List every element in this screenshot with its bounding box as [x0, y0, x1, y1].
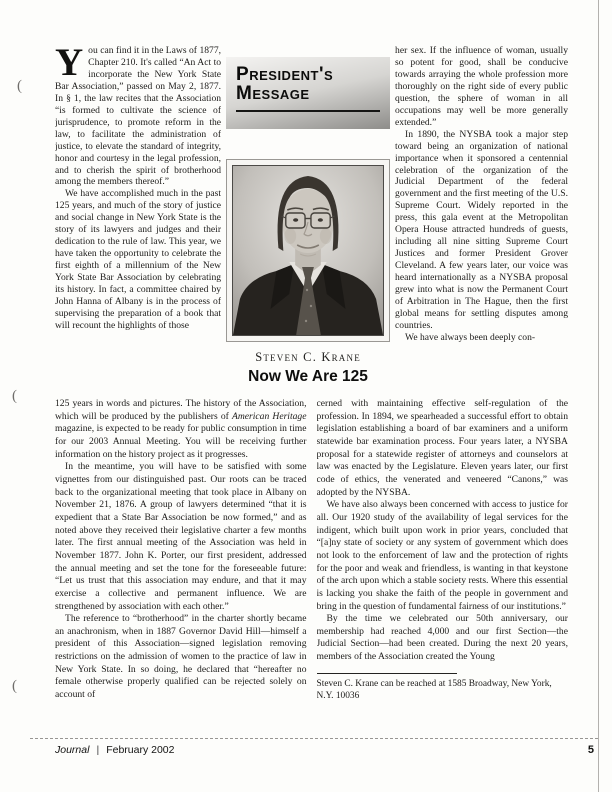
banner-title-line2: Message	[236, 83, 310, 104]
journal-name: Journal	[55, 744, 90, 756]
wide-column-right	[317, 398, 569, 736]
footnote-text: Steven C. Krane can be reached at 1585 Broadway, New York, N.Y. 10036	[316, 678, 552, 701]
paragraph: In the meantime, you will have to be satisfied with some vignettes from our distinguished past. Our roots can be traced back to the organizational meeting that took place in Albany on November 21, 1876. A group of lawyers determined “that it is expedient that a State Bar Association be now formed,” and as noted above they received their legislative charter a few months later. The first annual meeting of the Association was held in November 1877. John K. Porter, our first president, addressed the annual meeting and set the tone for the foreseeable future: “Let us trust that this association may endure, and that it may exercise a collective and permanent influence. We are strengthened by association with each other.”	[55, 461, 307, 612]
portrait-man-glasses-suit-icon	[233, 166, 383, 335]
paragraph: By the time we celebrated our 50th anniversary, our membership had reached 4,000 and our first Section—the Judicial Section—had been created. During the next 20 years, members of the Association created the Young	[316, 613, 568, 663]
bottom-two-column-section	[55, 398, 568, 736]
scan-edge-line	[598, 0, 599, 792]
paragraph: We have also always been concerned with access to justice for all. Our 1920 study of the availability of legal services for the indigent, which built upon work in prior years, concluded that “[a]ny state of society or any system of government which does not look to the enforcement of law and the protection of rights for the poor and weak and friendless, is wanting in that keystone of the arch upon which a stable society rests. Where this essential is lacking you shake the faith of the people in government and bring in the question of fundamental fairness of our institutions.”	[316, 499, 568, 612]
italic-magazine-title: American Heritage	[231, 410, 307, 422]
paragraph: The reference to “brotherhood” in the charter shortly became an anachronism, when in 1887 Governor David Hill—himself a president of this Association—signed legislation removing restrictions on the admission of women to the practice of law in New York State. In so doing, he declared that “hereafter no female otherwise properly qualified can be rejected solely on account of	[55, 613, 307, 701]
paragraph: We have accomplished much in the past 125 years, and much of the story of justice and social change in New York State is the story of its lawyers and judges and their dedication to the rule of law. This year, we have taken the opportunity to celebrate the first eighth of a millennium of the New York State Bar Association by celebrating its history. In fact, a committee chaired by John Hanna of Albany is in the process of supervising the preparation of a book that will recount the highlights of those	[55, 188, 222, 331]
wide-column-left	[55, 398, 307, 736]
scan-artifact-mark: (	[17, 78, 22, 94]
paragraph: In 1890, the NYSBA took a major step toward being an organization of national importance when it sponsored a centennial celebration of the organization of the Judicial Department of the federal government and the first meeting of the U.S. Supreme Court. Widely reported in the press, this gala event at the Metropolitan Opera House attracted hundreds of guests, including all nine sitting Supreme Court Justices and former President Grover Cleveland. A few years later, our voice was heard internationally as a NYSBA proposal grew into what is now the Permanent Court of Arbitration in The Hague, then the first global means for settling disputes among countries.	[395, 128, 568, 331]
paragraph	[55, 398, 307, 461]
article-headline: Now We Are 125	[248, 368, 368, 385]
portrait-image	[232, 165, 384, 336]
paragraph: We have always been deeply con-	[405, 331, 536, 343]
paragraph: cerned with maintaining effective self-regulation of the profession. In 1894, we spearheaded a successful effort to obtain legislation establishing a board of bar examiners and a uniform statewide bar examination process. Four years later, a NYSBA proposal for a statewide register of attorneys and counselors at law was enacted by the Legislature. Eleven years later, our first code of ethics, the venerated and veneered “Canons,” was adopted by the NYSBA.	[316, 398, 568, 498]
paragraph	[55, 45, 221, 188]
drop-cap: Y	[55, 45, 84, 84]
banner-underline	[236, 110, 380, 112]
paragraph: her sex. If the influence of woman, usually so potent for good, shall be conducive towards arraying the whole profession more thoroughly on the right side of every public question, the sphere of woman in all occupations may well be more generally extended.”	[395, 45, 568, 128]
footer-separator: |	[96, 744, 100, 756]
column-left-narrow	[55, 45, 221, 397]
footer-row	[30, 739, 598, 756]
page-number: 5	[587, 744, 594, 756]
photo-caption: Steven C. Krane	[255, 350, 361, 364]
paragraph-text: 125 years in words and pictures. The history of the Association, which will be produced by the publishers of	[55, 398, 307, 422]
scan-artifact-mark: (	[12, 678, 17, 694]
presidents-message-banner	[226, 57, 390, 129]
president-portrait-photo	[226, 159, 390, 342]
footnote-rule	[317, 673, 457, 674]
issue-date: February 2002	[106, 744, 175, 756]
banner-title-line1: President's	[236, 64, 334, 85]
scan-artifact-mark: (	[12, 388, 17, 404]
top-three-column-section	[55, 45, 568, 397]
paragraph-text: ou can find it in the Laws of 1877, Chapter 210. It's called “An Act to incorporate the New York State Bar Association,” passed on May 2, 1877. In § 1, the law recites that the Association “is formed to cultivate the science of jurisprudence, to promote reform in the law, to facilitate the administration of justice, to elevate the standard of integrity, honor and courtesy in the legal profession, and to cherish the spirit of brotherhood among the members thereof.”	[55, 45, 222, 188]
page-footer	[30, 738, 598, 756]
column-right-narrow	[395, 45, 568, 397]
paragraph-text: magazine, is expected to be ready for public consumption in time for our 2003 Annual Meeting. You will be receiving further information on the history project as it progresses.	[55, 423, 307, 460]
author-footnote	[317, 673, 569, 703]
column-center	[226, 45, 390, 397]
journal-issue-label	[55, 744, 174, 756]
